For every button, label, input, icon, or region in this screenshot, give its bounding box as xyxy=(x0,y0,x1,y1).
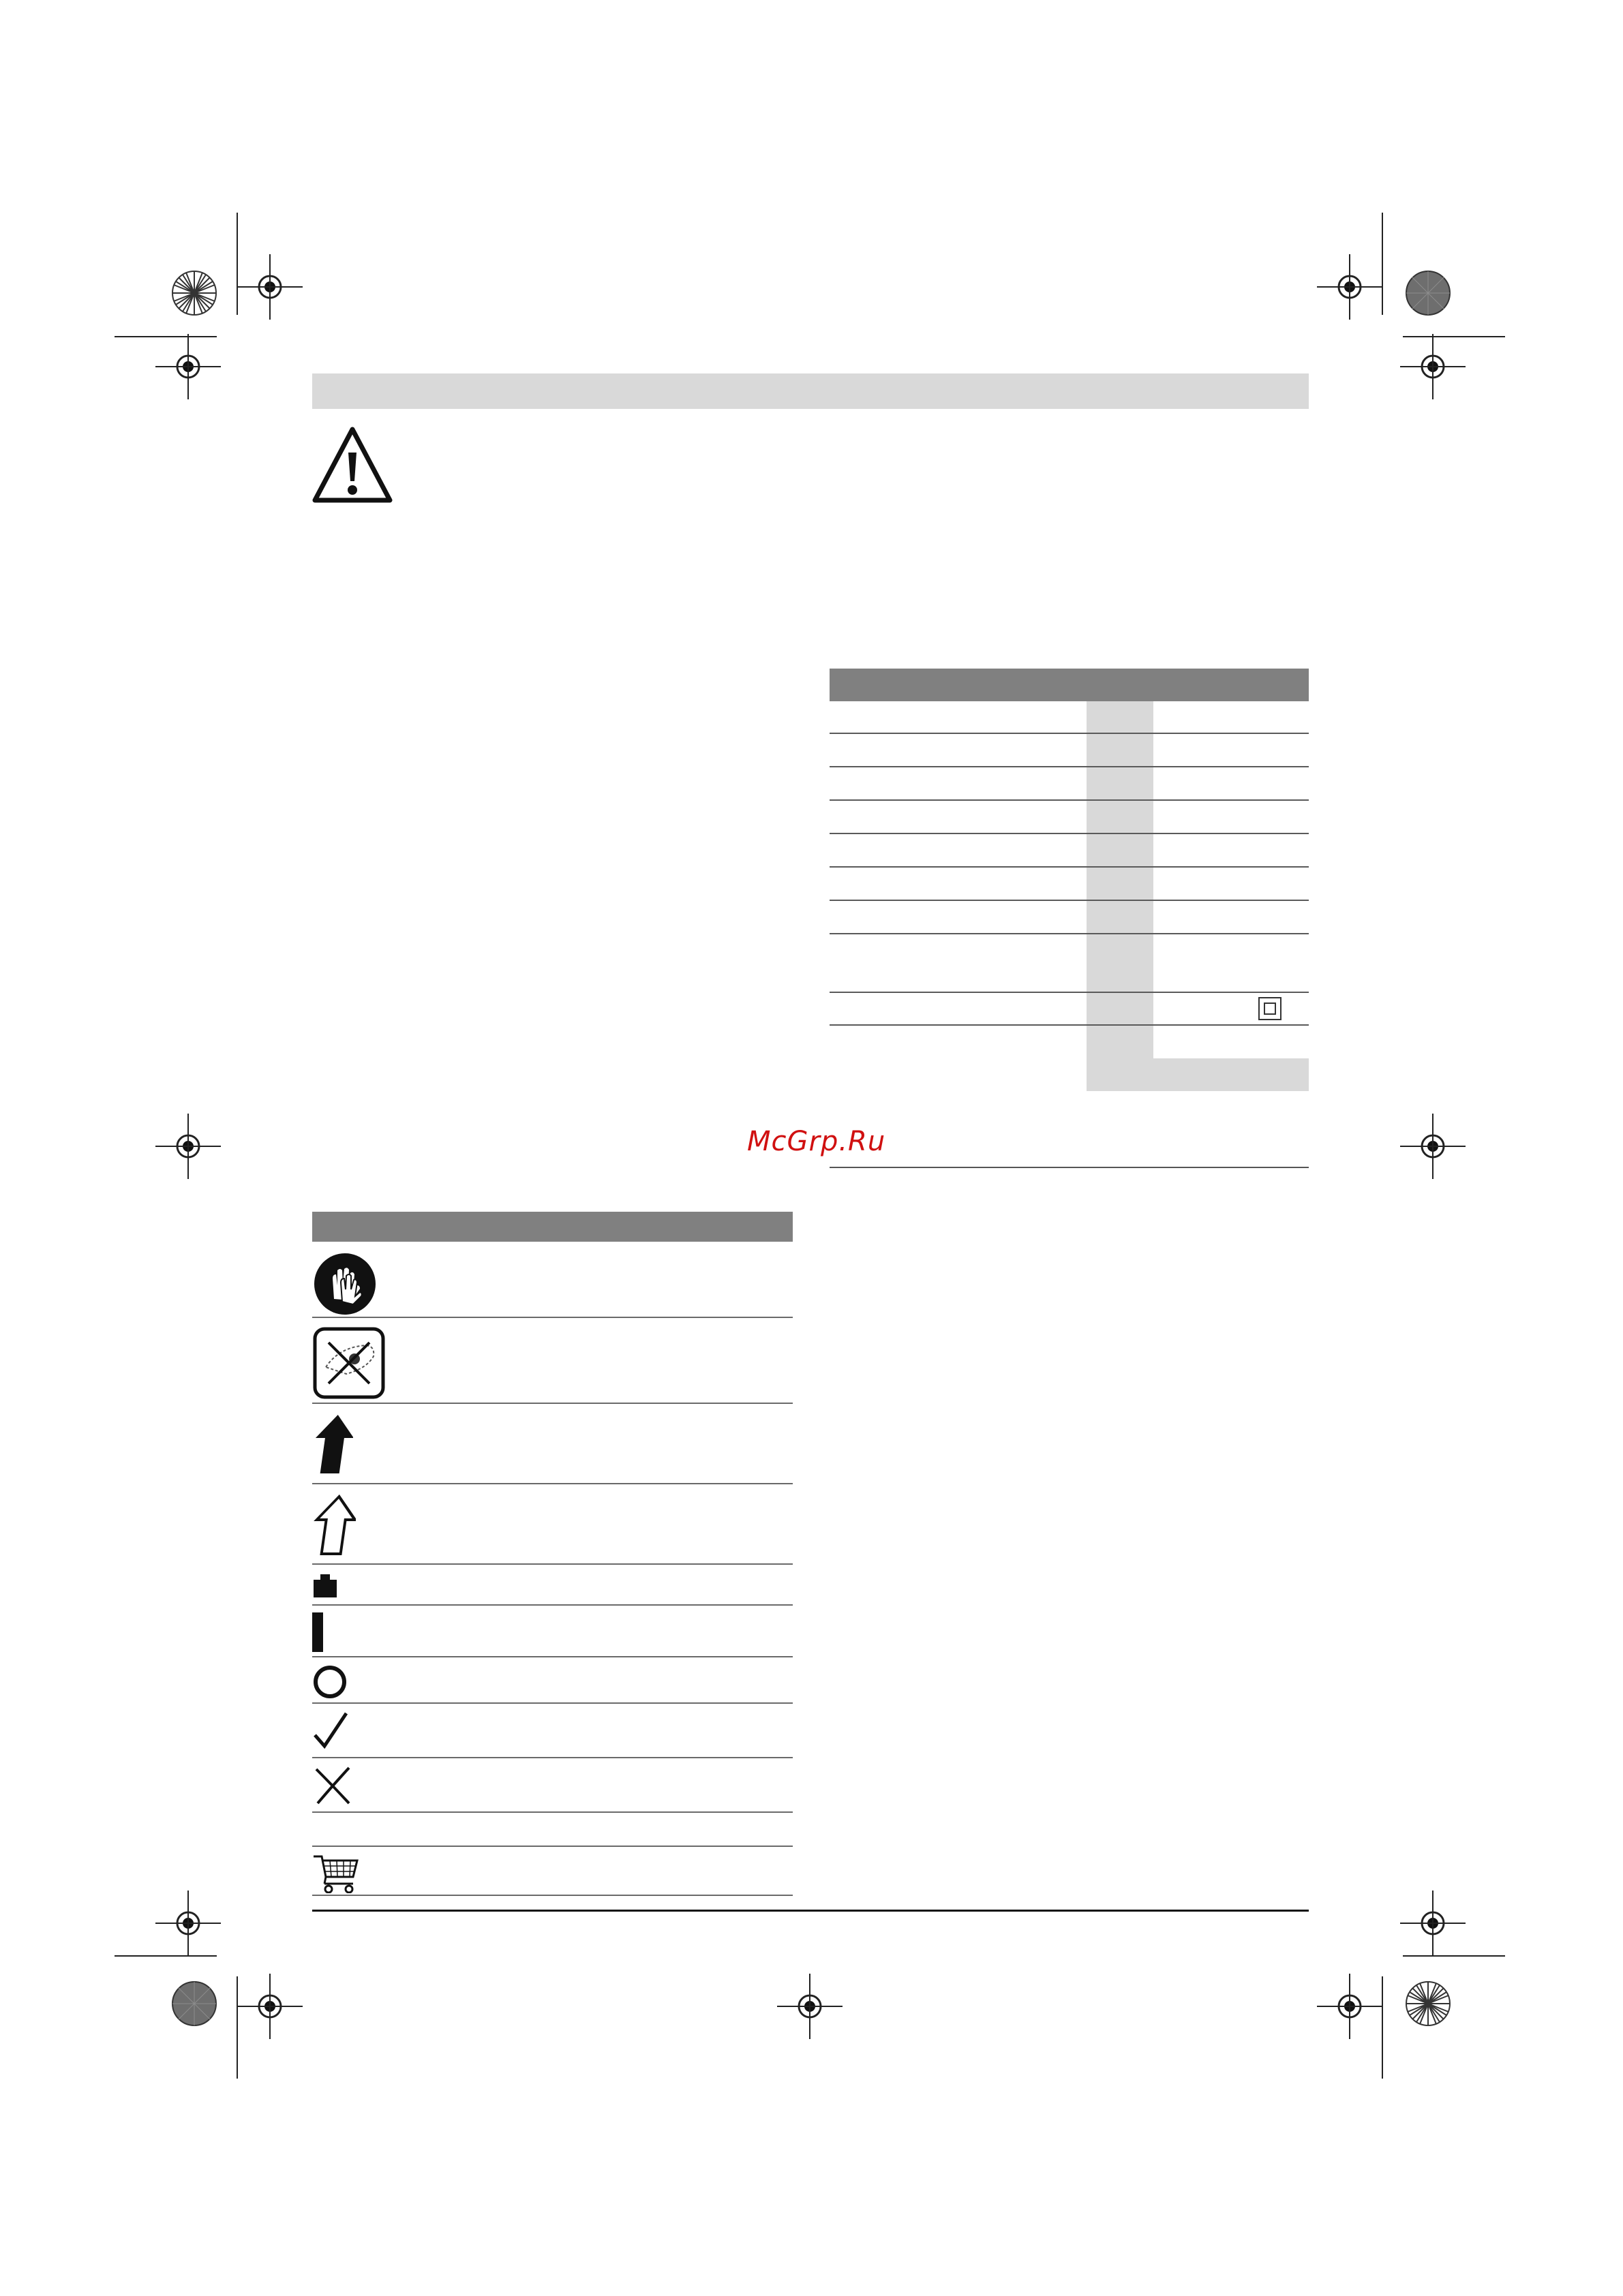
table-row xyxy=(312,1565,793,1606)
no-touch-blade-icon xyxy=(312,1326,386,1403)
circle-icon xyxy=(312,1664,348,1702)
table-row xyxy=(830,834,1309,868)
table-row xyxy=(312,1318,793,1404)
table-row xyxy=(312,1758,793,1813)
table-row xyxy=(312,1704,793,1758)
spec-table-footer-shade xyxy=(1087,1058,1309,1091)
table-row xyxy=(830,901,1309,934)
arrow-up-outline-icon xyxy=(312,1494,356,1559)
warning-triangle-icon xyxy=(312,425,393,506)
table-row xyxy=(830,734,1309,767)
double-insulation-icon xyxy=(1258,997,1281,1020)
wear-gloves-icon xyxy=(312,1251,378,1319)
table-row xyxy=(830,801,1309,834)
table-row xyxy=(312,1484,793,1565)
table-row xyxy=(312,1242,793,1318)
table-row xyxy=(312,1813,793,1847)
symbols-table-header xyxy=(312,1212,793,1242)
table-row xyxy=(312,1657,793,1704)
table-row xyxy=(830,1026,1309,1057)
cross-icon xyxy=(312,1765,353,1809)
table-row xyxy=(830,701,1309,734)
watermark: McGrp.Ru xyxy=(747,1126,886,1157)
table-row xyxy=(312,1847,793,1896)
table-row xyxy=(312,1404,793,1484)
table-row xyxy=(830,934,1309,993)
shopping-cart-icon xyxy=(312,1852,361,1896)
symbols-table xyxy=(312,1212,793,1896)
table-row xyxy=(312,1606,793,1657)
table-row xyxy=(830,868,1309,901)
header-band xyxy=(312,373,1309,409)
checkmark-icon xyxy=(312,1711,350,1753)
footer-rule xyxy=(312,1910,1309,1912)
weight-icon xyxy=(312,1574,339,1600)
divider xyxy=(830,1167,1309,1168)
spec-table-header xyxy=(830,669,1309,701)
table-row xyxy=(830,767,1309,801)
spec-table xyxy=(830,669,1309,1057)
table-row xyxy=(830,993,1309,1026)
bar-icon xyxy=(312,1612,326,1655)
arrow-up-filled-icon xyxy=(312,1413,353,1478)
